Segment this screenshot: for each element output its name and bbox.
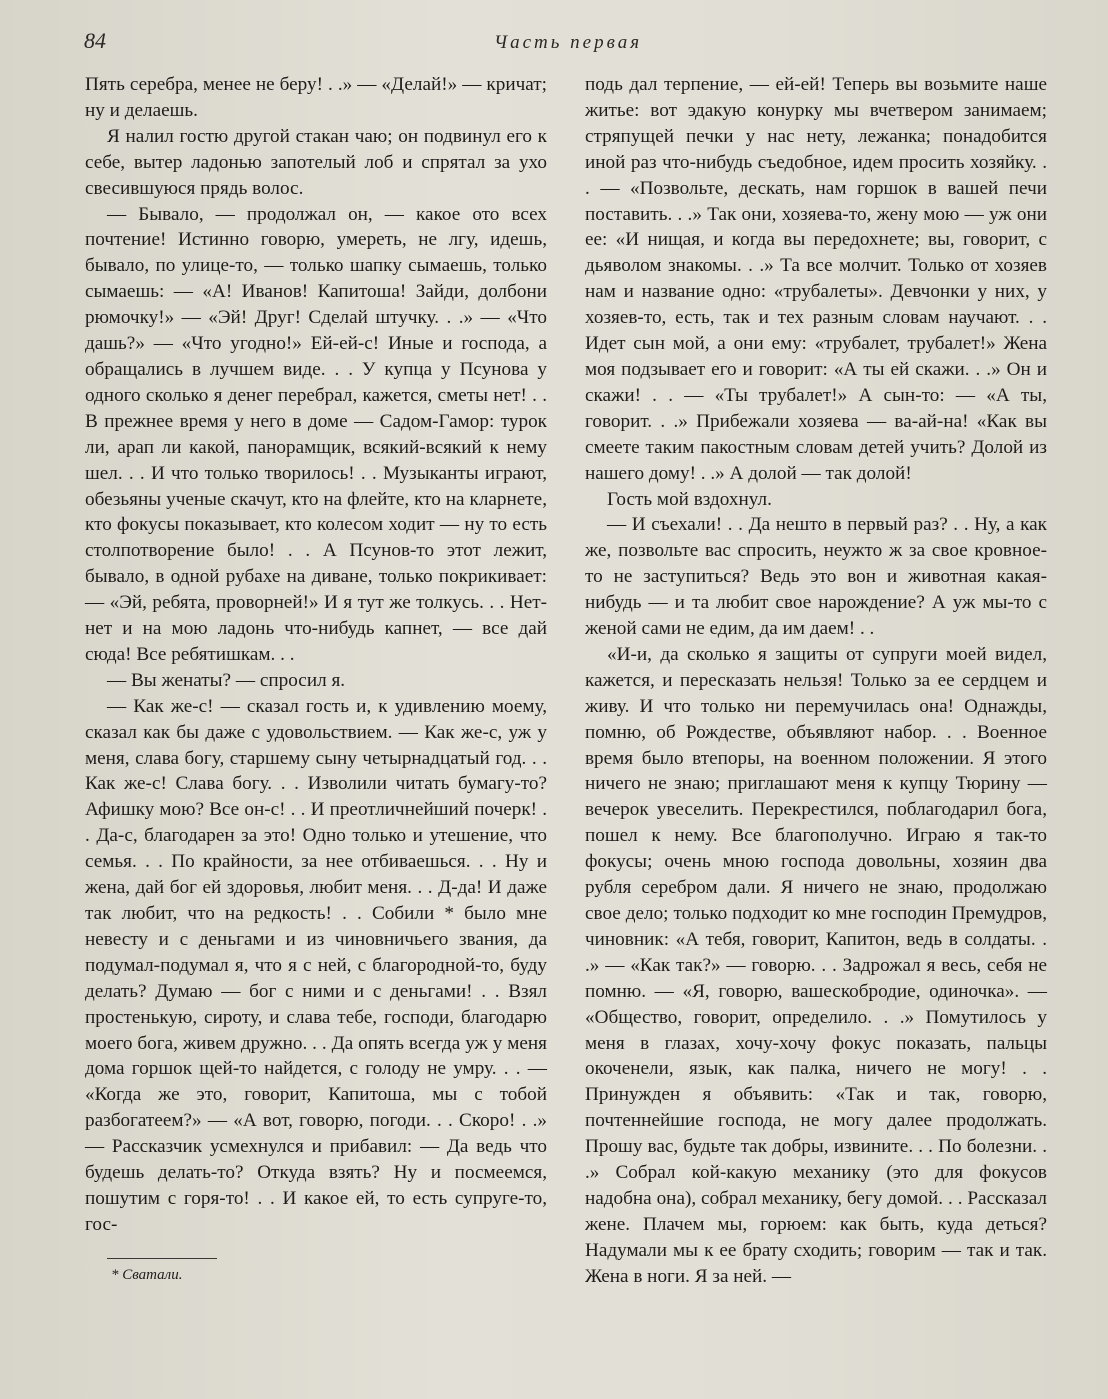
paragraph: подь дал терпение, — ей-ей! Теперь вы возьмите наше житье: вот эдакую конурку мы вчетвером занимаем; стряпущей печки у нас нету, лежанка; понадобится иной раз что-нибудь съедобное, идем просить хозяйку. . . — «Позвольте, дескать, нам горшок в вашей печи поставить. . .» Так они, хозяева-то, жену мою — уж они ее: «И нищая, и когда вы передохнете; вы, говорит, с дьяволом знакомы. . .» Та все молчит. Только от хозяев нам и название одно: «трубалеты». Девчонки у них, у хозяев-то, есть, так и тех разным словам научают. . . Идет сын мой, а они ему: «трубалет, трубалет!» Жена моя подзывает его и говорит: «А ты ей скажи. . .» Он и скажи! . . — «Ты трубалет!» А сын-то: — «А ты, говорит. . .» Прибежали хозяева — ва-ай-на! «Как вы смеете таким пакостным словам детей учить? Долой из нашего дому! . .» А долой — так долой! — [585, 74, 1047, 484]
page-number: 84 — [84, 28, 106, 53]
paragraph: — Бывало, — продолжал он, — какое ото всех почтение! Истинно говорю, умереть, не лгу, идешь, бывало, по улице-то, — только шапку сымаешь, только сымаешь: — «А! Иванов! Капитоша! Зайди, долбони рюмочку!» — «Эй! Друг! Сделай штучку. . .» — «Что дашь?» — «Что угодно!» Ей-ей-с! Иные и господа, а обращались в лучшем виде. . . У купца у Псунова у одного сколько я денег перебрал, кажется, сметы нет! . . В прежнее время у него в доме — Садом-Гамор: турок ли, арап ли какой, панорамщик, всякий-всякий к нему шел. . . И что только творилось! . . Музыканты играют, обезьяны ученые скачут, кто на флейте, кто на кларнете, кто фокусы показывает, кто колесом ходит — ну то есть столпотворение было! . . А Псунов-то этот лежит, бывало, в одной рубахе на диване, только покрикивает: — «Эй, ребята, проворней!» И я тут же толкусь. . . Нет-нет и на мою ладонь что-нибудь капнет, — все дай сюда! Все ребятишкам. . . — [85, 203, 547, 665]
paragraph: — И съехали! . . Да нешто в первый раз? . . Ну, а как же, позвольте вас спросить, неужто ж за свое кровное-то не заступиться? Ведь это вон и животная какая-нибудь — и та любит свое нарождение? А уж мы-то с женой сами не едим, да им даем! . . — [585, 514, 1047, 640]
paragraph: Пять серебра, менее не беру! . .» — «Делай!» — кричат; ну и делаешь. — [85, 74, 547, 121]
left-column — [85, 72, 547, 1238]
footnote-area — [85, 1258, 547, 1284]
paragraph: «И-и, да сколько я защиты от супруги моей видел, кажется, и пересказать нельзя! Только за ее сердцем и живу. И что только ни перемучилась она! Однажды, помню, об Рождестве, объявляют набор. . . Военное время было втепоры, на военном положении. Я этого ничего не знаю; приглашают меня к купцу Тюрину — вечерок увеселить. Перекрестился, поблагодарил бога, пошел к нему. Все благополучно. Играю я так-то фокусы; очень мною господа довольны, хозяин два рубля серебром дали. Я ничего не знаю, продолжаю свое дело; только подходит ко мне господин Премудров, чиновник: «А тебя, говорит, Капитон, ведь в солдаты. . .» — «Как так?» — говорю. . . Задрожал я весь, себя не помню. — «Я, говорю, вашескобродие, одиночка». — «Общество, говорит, определило. . .» Помутилось у меня в глазах, хочу-хочу фокус показать, пальцы окоченели, язык, как палка, ничего не могу! . . Принужден я объявить: «Так и так, говорю, почтеннейшие господа, не могу далее продолжать. Прошу вас, будьте так добры, извините. . . По болезни. . .» Собрал кой-какую механику (это для фокусов надобна она), собрал механику, бегу домой. . . Рассказал жене. Плачем мы, горюем: как быть, куда деться? Надумали мы к ее брату сходить; говорим — так и так. Жена в ноги. Я за ней. — — [585, 643, 1047, 1287]
page-header — [84, 28, 1062, 60]
right-column — [585, 72, 1047, 1290]
running-head: Часть первая — [494, 32, 643, 53]
paragraph: Я налил гостю другой стакан чаю; он подвинул его к себе, вытер ладонью запотелый лоб и спрятал за ухо свесившуюся прядь волос. — [85, 125, 547, 199]
paragraph: — Как же-с! — сказал гость и, к удивлению моему, сказал как бы даже с удовольствием. — Как же-с, уж у меня, слава богу, старшему сыну четырнадцатый год. . . Как же-с! Слава богу. . . Изволили читать бумагу-то? Афишку мою? Все он-с! . . И преотличнейший почерк! . . Да-с, благодарен за это! Одно только и утешение, что семья. . . По крайности, за нее отбиваешься. . . Ну и жена, дай бог ей здоровья, любит меня. . . Д-да! И даже так любит, что на редкость! . . Собили * было мне невесту и с деньгами и из чиновничьего звания, да подумал-подумал я, что я с ней, с благородной-то, буду делать? Думаю — бог с ними и с деньгами! . . Взял простенькую, сироту, и слава тебе, господи, благодарю моего бога, живем дружно. . . Да опять всегда уж у меня дома горшок щей-то найдется, с голоду не умру. . . — «Когда же это, говорит, Капитоша, мы с тобой разбогатеем?» — «А вот, говорю, погоди. . . Скоро! . .» — Рассказчик усмехнулся и прибавил: — Да ведь что будешь делать-то? Откуда взять? Ну и посмеемся, пошутим с горя-то! . . И какое ей, то есть супруге-то, гос- — [85, 695, 547, 1235]
paragraph: Гость мой вздохнул. — [607, 488, 772, 510]
footnote: * Сватали. — [111, 1267, 183, 1283]
footnote-rule — [107, 1258, 217, 1259]
paragraph: — Вы женаты? — спросил я. — [107, 669, 346, 691]
